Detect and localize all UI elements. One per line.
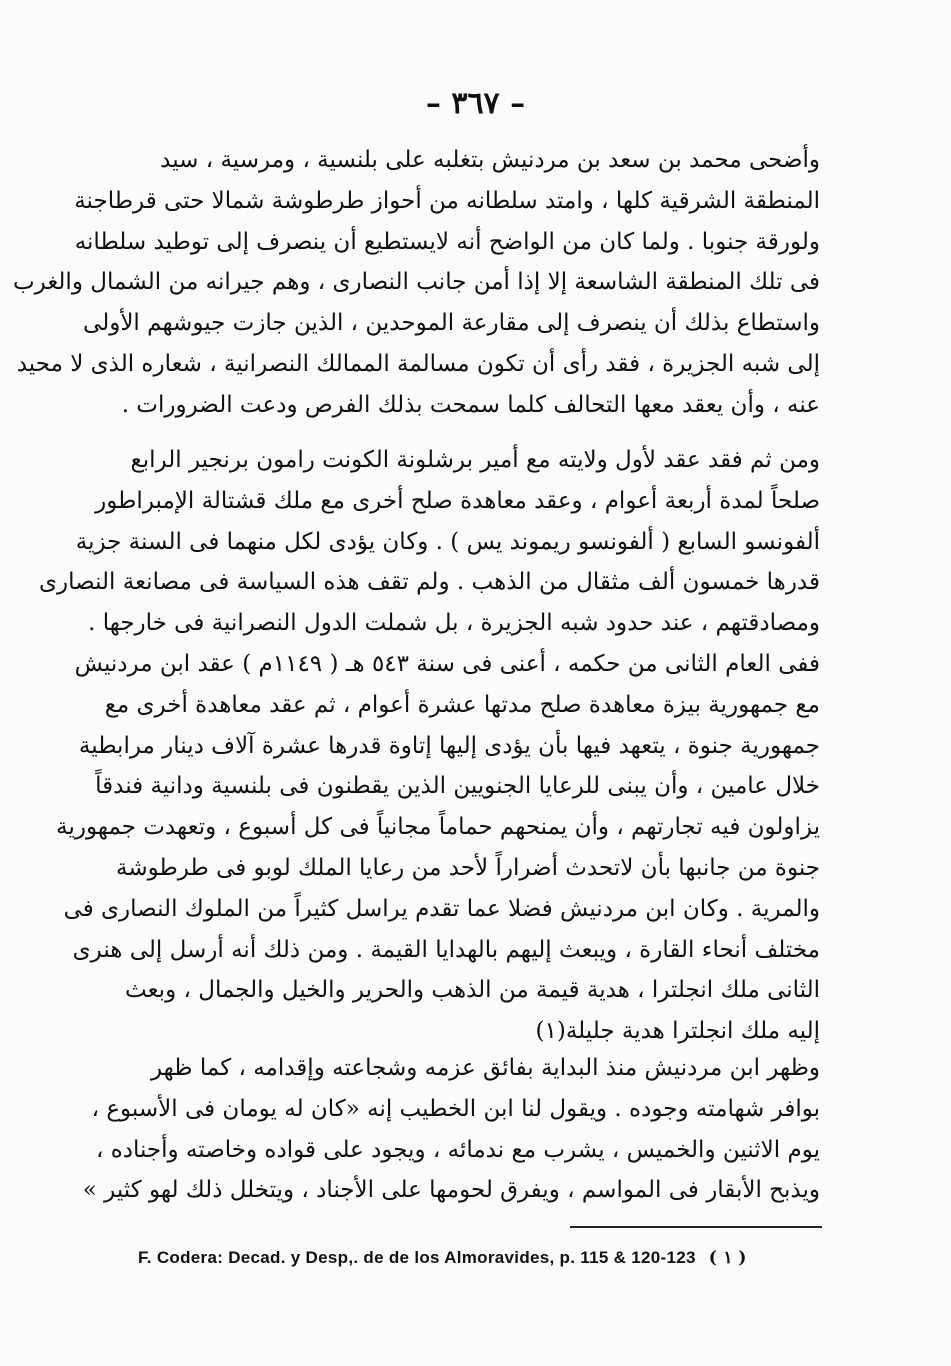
text-line: الثانى ملك انجلترا ، هدية قيمة من الذهب والحرير والخيل والجمال ، وبعث — [125, 977, 820, 1004]
text-line: إلى شبه الجزيرة ، فقد رأى أن تكون مسالمة الممالك النصرانية ، شعاره الذى لا محيد — [16, 350, 820, 377]
text-line: والمرية . وكان ابن مردنيش فضلا عما تقدم يراسل كثيراً من الملوك النصارى فى — [63, 895, 820, 922]
text-line: ولورقة جنوبا . ولما كان من الواضح أنه لايستطيع أن ينصرف إلى توطيد سلطانه — [74, 228, 820, 255]
text-line: خلال عامين ، وأن يبنى للرعايا الجنويين الذين يقطنون فى بلنسية ودانية فندقاً — [95, 773, 820, 800]
paragraph-2 — [39, 440, 820, 1052]
text-line: فى تلك المنطقة الشاسعة إلا إذا أمن جانب النصارى ، وهم جيرانه من الشمال والغرب — [12, 269, 820, 296]
text-line: جمهورية جنوة ، يتعهد فيها بأن يؤدى إليها إتاوة قدرها عشرة آلاف دينار مرابطية — [78, 732, 820, 759]
text-line: وظهر ابن مردنيش منذ البداية بفائق عزمه وشجاعته وإقدامه ، كما ظهر — [150, 1055, 820, 1081]
footnote-divider — [570, 1226, 822, 1228]
text-line: واستطاع بذلك أن ينصرف إلى مقارعة الموحدين ، الذين جازت جيوشهم الأولى — [83, 310, 820, 337]
paragraph-1 — [12, 140, 820, 426]
text-line: ألفونسو السابع ( ألفونسو ريموند يس ) . وكان يؤدى لكل منهما فى السنة جزية — [75, 528, 820, 555]
text-line: مع جمهورية بيزة معاهدة صلح مدتها عشرة أعوام ، ثم عقد معاهدة أخرى مع — [104, 691, 820, 718]
text-line: يزاولون فيه تجارتهم ، وأن يمنحهم حماماً مجانياً فى كل أسبوع ، وتعهدت جمهورية — [56, 814, 820, 841]
text-line: جنوة من جانبها بأن لاتحدث أضراراً لأحد من رعايا الملك لوبو فى طرطوشة — [115, 854, 820, 881]
text-line: ومن ثم فقد عقد لأول ولايته مع أمير برشلونة الكونت رامون برنجير الرابع — [130, 447, 820, 473]
text-line: مختلف أنحاء القارة ، ويبعث إليهم بالهدايا القيمة . ومن ذلك أنه أرسل إلى هنرى — [72, 936, 820, 963]
text-line: قدرها خمسون ألف مثقال من الذهب . ولم تقف هذه السياسة فى مصانعة النصارى — [39, 569, 820, 596]
text-line: ومصادقتهم ، عند حدود شبه الجزيرة ، بل شملت الدول النصرانية فى خارجها . — [88, 610, 820, 637]
text-line: بوافر شهامته وجوده . ويقول لنا ابن الخطيب إنه «كان له يومان فى الأسبوع ، — [91, 1095, 820, 1122]
text-line: صلحاً لمدة أربعة أعوام ، وعقد معاهدة صلح أخرى مع ملك قشتالة الإمبراطور — [95, 487, 820, 514]
text-line: وأضحى محمد بن سعد بن مردنيش بتغلبه على بلنسية ، ومرسية ، سيد — [160, 147, 820, 173]
page-number: – ٣٦٧ – — [425, 86, 526, 121]
text-line: إليه ملك انجلترا هدية جليلة(١) — [535, 1018, 820, 1045]
footnote-marker: ( ١ ) — [708, 1248, 747, 1268]
text-line: ويذبح الأبقار فى المواسم ، ويفرق لحومها على الأجناد ، ويتخلل ذلك لهو كثير » — [82, 1177, 820, 1204]
paragraph-3 — [82, 1048, 820, 1211]
footnote-text: F. Codera: Decad. y Desp,. de de los Almoravides, p. 115 & 120-123 — [138, 1248, 696, 1267]
text-line: عنه ، وأن يعقد معها التحالف كلما سمحت بذلك الفرص ودعت الضرورات . — [121, 391, 820, 418]
footnote — [138, 1248, 818, 1268]
text-line: المنطقة الشرقية كلها ، وامتد سلطانه من أحواز طرطوشة شمالا حتى قرطاجنة — [74, 187, 820, 214]
text-line: يوم الاثنين والخميس ، يشرب مع ندمائه ، ويجود على قواده وخاصته وأجناده ، — [95, 1136, 820, 1163]
text-line: ففى العام الثانى من حكمه ، أعنى فى سنة ٥٤٣ هـ ( ١١٤٩م ) عقد ابن مردنيش — [74, 650, 820, 677]
